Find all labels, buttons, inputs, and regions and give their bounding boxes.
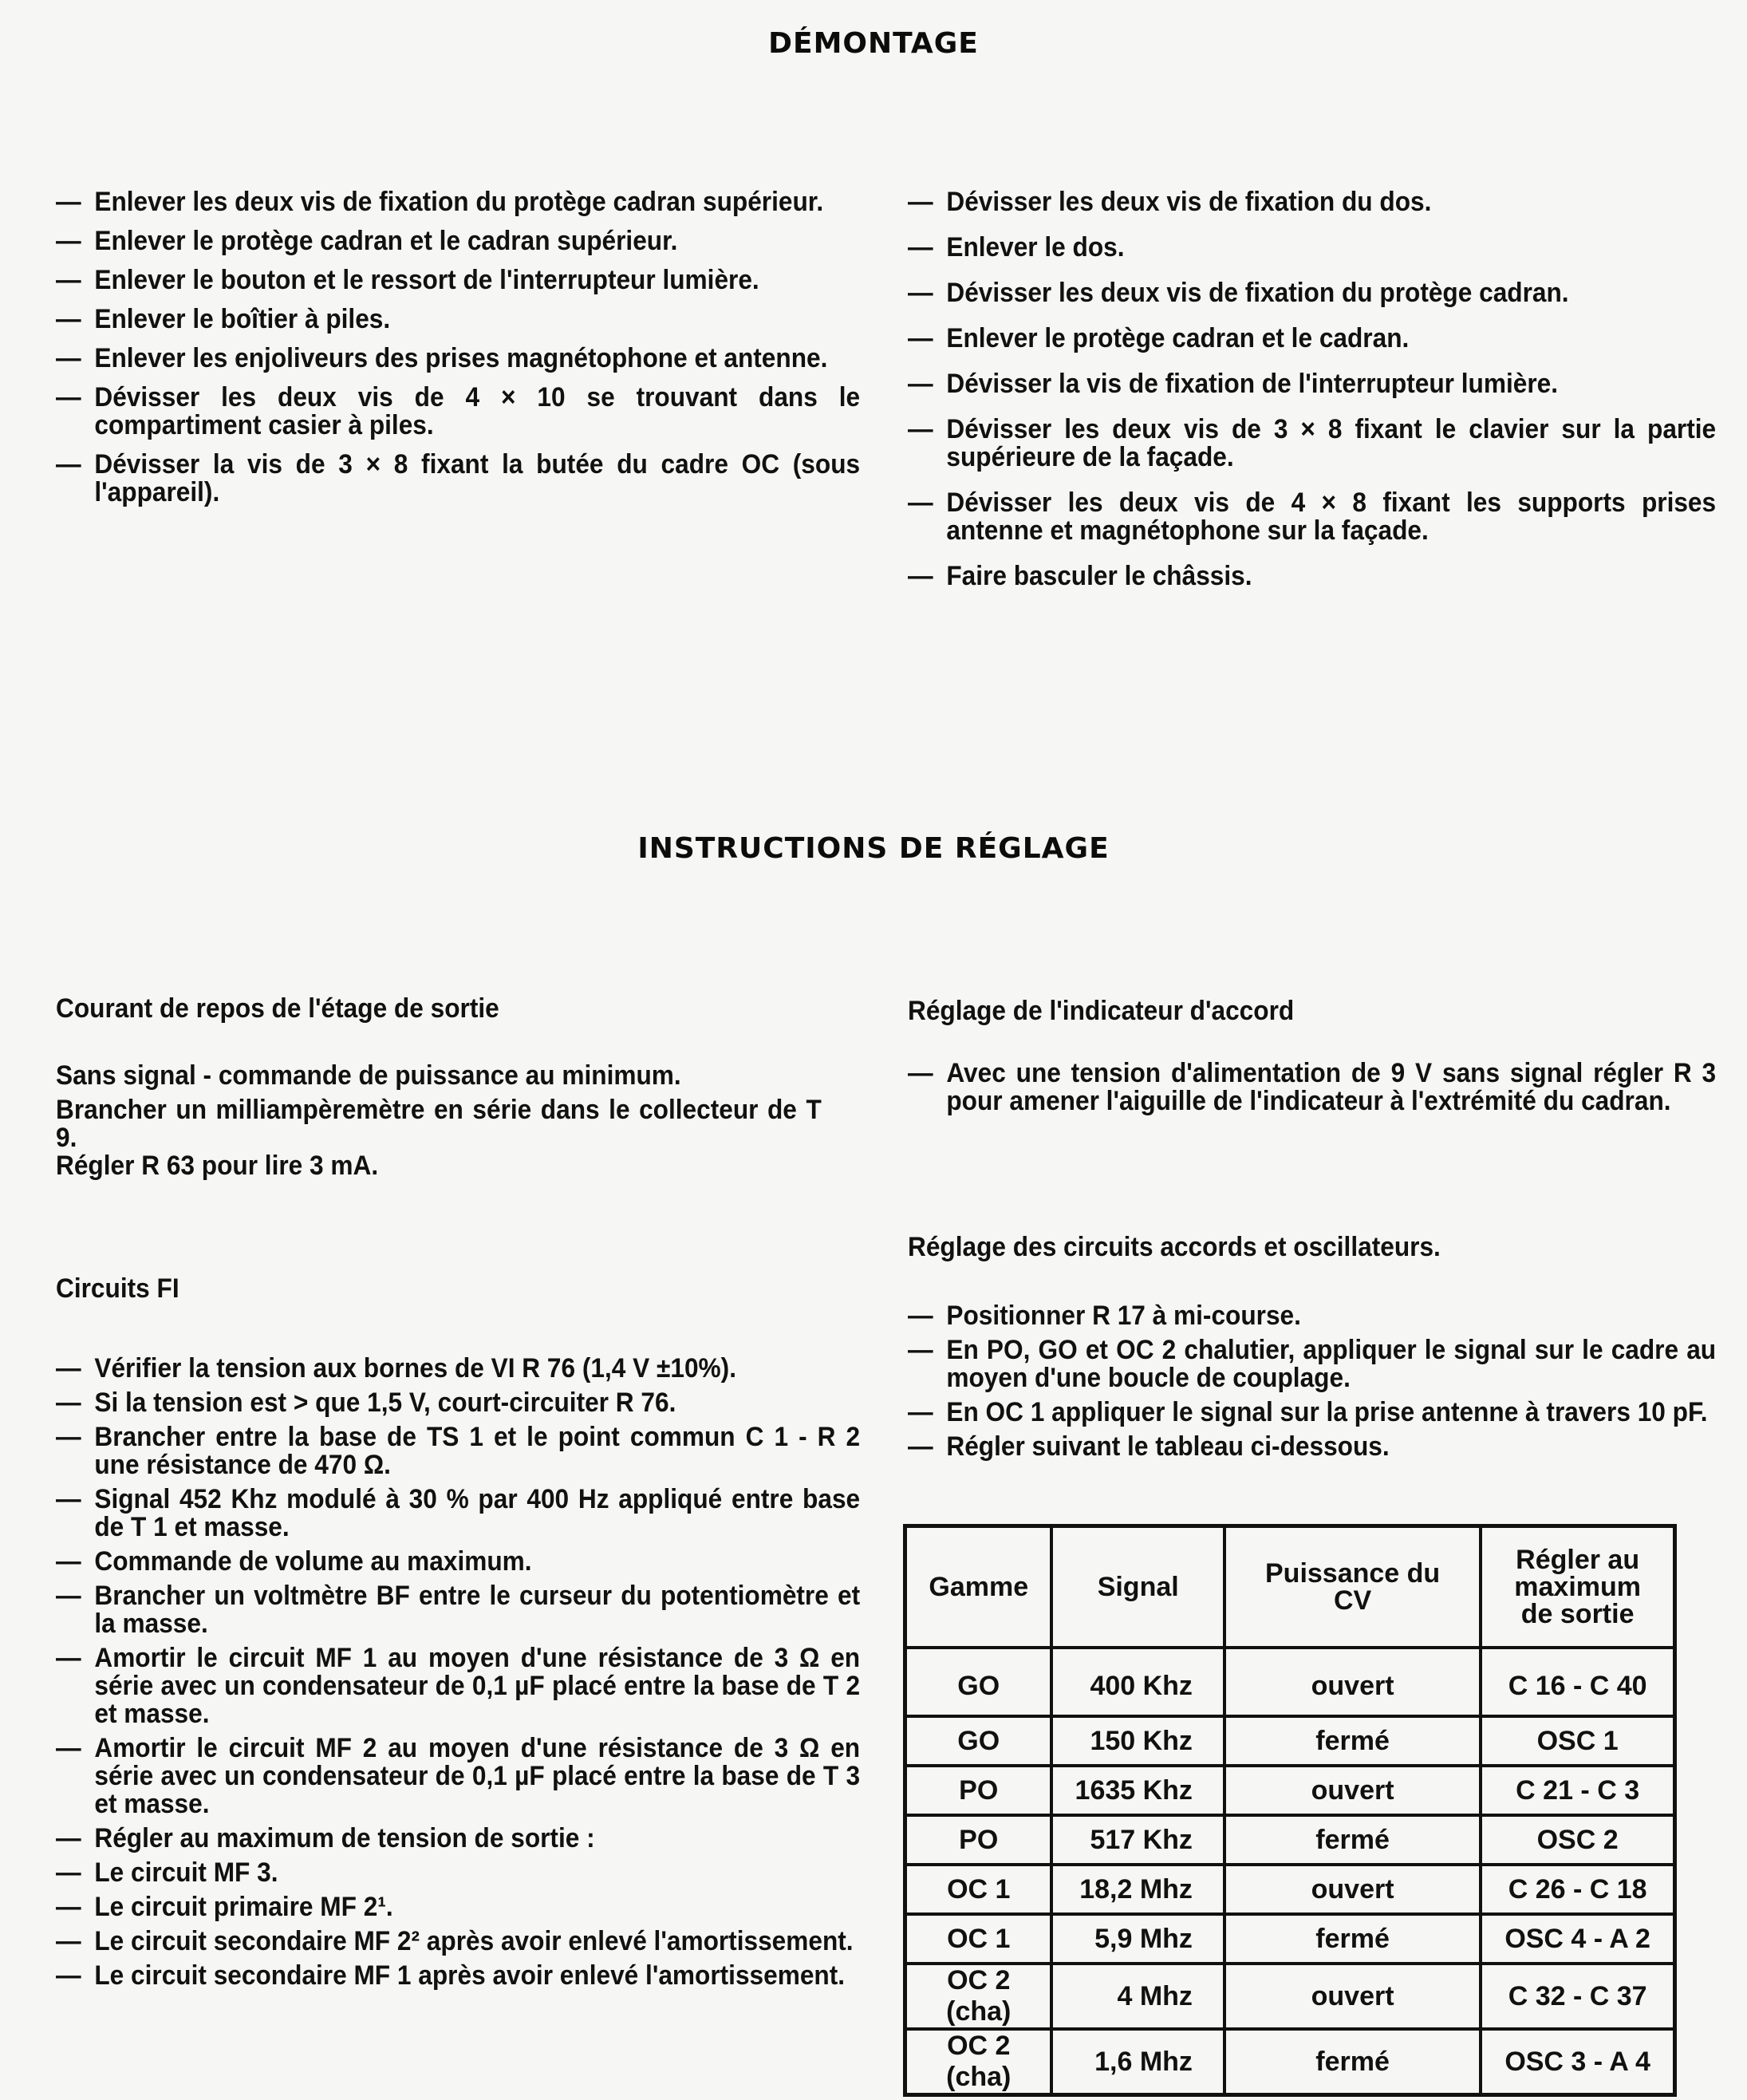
table-row	[905, 1766, 1675, 1815]
list-item: — Signal 452 Khz modulé à 30 % par 400 Hz appliqué entre base de T 1 et masse.	[56, 1486, 860, 1541]
list-item: — Régler au maximum de tension de sortie :	[56, 1825, 860, 1853]
table-header-row	[905, 1526, 1675, 1648]
cell-regler: OSC 1	[1481, 1716, 1674, 1766]
list-item: — Dévisser les deux vis de 4 × 10 se trouvant dans le compartiment casier à piles.	[56, 384, 860, 440]
courant-repos-paragraph: Régler R 63 pour lire 3 mA.	[56, 1151, 379, 1181]
table-row	[905, 1716, 1675, 1766]
cell-cv: fermé	[1224, 1914, 1481, 1964]
cell-gamme: OC 1	[905, 1914, 1052, 1964]
list-item: — Enlever le protège cadran et le cadran.	[908, 325, 1716, 353]
cell-regler: C 16 - C 40	[1481, 1648, 1674, 1716]
cell-signal: 150 Khz	[1051, 1716, 1224, 1766]
list-item: — Régler suivant le tableau ci-dessous.	[908, 1433, 1716, 1461]
list-item: — Enlever le protège cadran et le cadran supérieur.	[56, 227, 860, 255]
cell-cv: ouvert	[1224, 1964, 1481, 2029]
demontage-left-steps	[56, 187, 861, 507]
table-row	[905, 1648, 1675, 1716]
list-item: — Le circuit MF 3.	[56, 1859, 860, 1887]
circuits-fi-section	[56, 1273, 861, 1996]
cell-cv: fermé	[1224, 1815, 1481, 1865]
cell-signal: 18,2 Mhz	[1051, 1865, 1224, 1914]
courant-repos-section	[56, 993, 822, 1186]
cell-signal: 400 Khz	[1051, 1648, 1224, 1716]
list-item: — Vérifier la tension aux bornes de VI R 76 (1,4 V ±10%).	[56, 1355, 860, 1383]
cell-gamme: PO	[905, 1815, 1052, 1865]
demontage-title: DÉMONTAGE	[768, 27, 979, 60]
list-item: — Enlever les deux vis de fixation du protège cadran supérieur.	[56, 188, 860, 216]
list-item: — En PO, GO et OC 2 chalutier, appliquer le signal sur le cadre au moyen d'une boucle de couplage.	[908, 1336, 1716, 1392]
cell-cv: fermé	[1224, 1716, 1481, 1766]
table-row	[905, 1964, 1675, 2029]
cell-signal: 5,9 Mhz	[1051, 1914, 1224, 1964]
circuits-fi-heading: Circuits FI	[56, 1273, 179, 1304]
header-regler: Régler au maximum de sortie	[1481, 1526, 1674, 1648]
courant-repos-paragraph: Sans signal - commande de puissance au minimum.	[56, 1060, 681, 1091]
cell-regler: C 26 - C 18	[1481, 1865, 1674, 1914]
cell-cv: ouvert	[1224, 1865, 1481, 1914]
cell-gamme: OC 2 (cha)	[905, 1964, 1052, 2029]
table-row	[905, 1865, 1675, 1914]
indicateur-heading: Réglage de l'indicateur d'accord	[908, 996, 1295, 1026]
list-item: — Dévisser les deux vis de fixation du protège cadran.	[908, 279, 1716, 307]
list-item: — Dévisser la vis de fixation de l'interrupteur lumière.	[908, 370, 1716, 398]
cell-signal: 1,6 Mhz	[1051, 2029, 1224, 2095]
reglage-title: INSTRUCTIONS DE RÉGLAGE	[637, 832, 1110, 865]
cell-cv: ouvert	[1224, 1648, 1481, 1716]
list-item: — Enlever les enjoliveurs des prises magnétophone et antenne.	[56, 345, 860, 373]
list-item: — Enlever le bouton et le ressort de l'interrupteur lumière.	[56, 266, 860, 294]
list-item: — Avec une tension d'alimentation de 9 V sans signal régler R 3 pour amener l'aiguille de l'indicateur à l'extrémité du cadran.	[908, 1060, 1716, 1115]
accords-steps	[908, 1301, 1717, 1462]
cell-cv: ouvert	[1224, 1766, 1481, 1815]
circuits-fi-steps	[56, 1353, 861, 1991]
demontage-left-column	[56, 187, 861, 518]
list-item: — Amortir le circuit MF 2 au moyen d'une résistance de 3 Ω en série avec un condensateur de 0,1 µF placé entre la base de T 3 et masse.	[56, 1735, 860, 1818]
accords-heading: Réglage des circuits accords et oscillateurs.	[908, 1232, 1441, 1262]
indicateur-steps	[908, 1058, 1717, 1116]
cell-gamme: OC 1	[905, 1865, 1052, 1914]
list-item: — Le circuit secondaire MF 1 après avoir enlevé l'amortissement.	[56, 1962, 860, 1990]
courant-repos-paragraph: Brancher un milliampèremètre en série dans le collecteur de T 9.	[56, 1095, 822, 1153]
list-item: — Commande de volume au maximum.	[56, 1548, 860, 1576]
list-item: — Amortir le circuit MF 1 au moyen d'une résistance de 3 Ω en série avec un condensateur de 0,1 µF placé entre la base de T 2 et masse.	[56, 1644, 860, 1728]
table-row	[905, 2029, 1675, 2095]
list-item: — Dévisser les deux vis de fixation du dos.	[908, 188, 1716, 216]
cell-cv: fermé	[1224, 2029, 1481, 2095]
cell-gamme: GO	[905, 1648, 1052, 1716]
list-item: — Enlever le dos.	[908, 234, 1716, 262]
table-row	[905, 1914, 1675, 1964]
list-item: — Brancher entre la base de TS 1 et le point commun C 1 - R 2 une résistance de 470 Ω.	[56, 1423, 860, 1479]
indicateur-section	[908, 996, 1717, 1127]
list-item: — Dévisser les deux vis de 3 × 8 fixant le clavier sur la partie supérieure de la façade.	[908, 416, 1716, 472]
cell-regler: OSC 2	[1481, 1815, 1674, 1865]
list-item: — Faire basculer le châssis.	[908, 562, 1716, 590]
cell-regler: OSC 4 - A 2	[1481, 1914, 1674, 1964]
cell-gamme: PO	[905, 1766, 1052, 1815]
table-row	[905, 1815, 1675, 1865]
tuning-table	[903, 1524, 1677, 2097]
cell-signal: 517 Khz	[1051, 1815, 1224, 1865]
cell-regler: C 21 - C 3	[1481, 1766, 1674, 1815]
header-puissance: Puissance du CV	[1224, 1526, 1481, 1648]
list-item: — Brancher un voltmètre BF entre le curseur du potentiomètre et la masse.	[56, 1582, 860, 1638]
list-item: — Dévisser les deux vis de 4 × 8 fixant les supports prises antenne et magnétophone sur la façade.	[908, 489, 1716, 545]
list-item: — Positionner R 17 à mi-course.	[908, 1302, 1716, 1330]
list-item: — Enlever le boîtier à piles.	[56, 306, 860, 334]
list-item: — Le circuit secondaire MF 2² après avoir enlevé l'amortissement.	[56, 1928, 860, 1956]
cell-regler: C 32 - C 37	[1481, 1964, 1674, 2029]
header-gamme: Gamme	[905, 1526, 1052, 1648]
cell-regler: OSC 3 - A 4	[1481, 2029, 1674, 2095]
accords-section	[908, 1232, 1717, 1467]
header-signal: Signal	[1051, 1526, 1224, 1648]
demontage-right-column	[908, 187, 1717, 602]
list-item: — Dévisser la vis de 3 × 8 fixant la butée du cadre OC (sous l'appareil).	[56, 451, 860, 507]
cell-gamme: GO	[905, 1716, 1052, 1766]
list-item: — En OC 1 appliquer le signal sur la prise antenne à travers 10 pF.	[908, 1399, 1716, 1427]
list-item: — Si la tension est > que 1,5 V, court-circuiter R 76.	[56, 1389, 860, 1417]
cell-signal: 1635 Khz	[1051, 1766, 1224, 1815]
list-item: — Le circuit primaire MF 2¹.	[56, 1893, 860, 1921]
cell-gamme: OC 2 (cha)	[905, 2029, 1052, 2095]
courant-repos-heading: Courant de repos de l'étage de sortie	[56, 993, 499, 1024]
cell-signal: 4 Mhz	[1051, 1964, 1224, 2029]
demontage-right-steps	[908, 187, 1717, 591]
